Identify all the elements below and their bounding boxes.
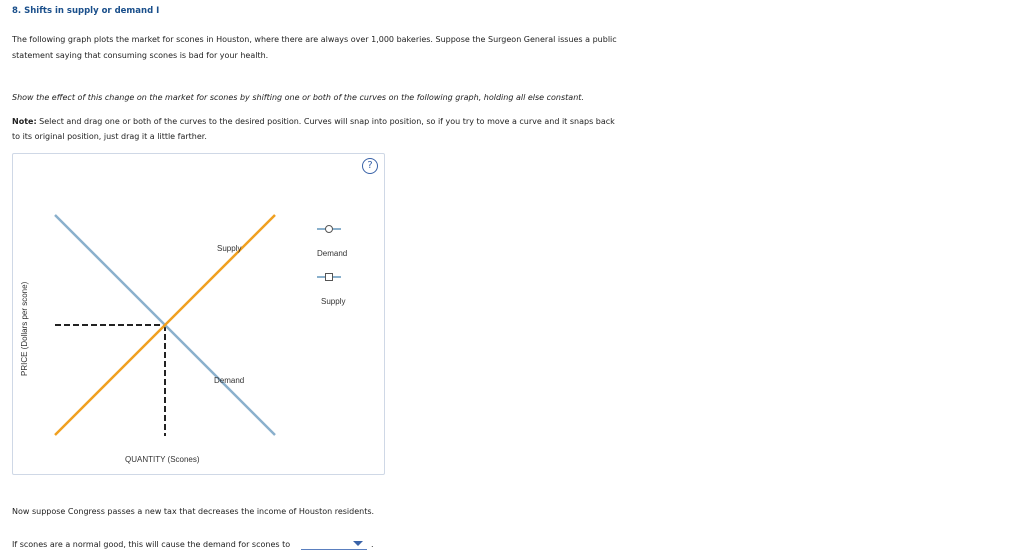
intro-text-line2: statement saying that consuming scones is bad for your health. <box>12 51 269 60</box>
prompt-text: If scones are a normal good, this will cause the demand for scones to <box>12 540 291 549</box>
note-text-line2: to its original position, just drag it a little farther. <box>12 132 207 141</box>
legend-supply-tool[interactable] <box>317 274 341 281</box>
graph-canvas <box>13 154 384 474</box>
note-body: Select and drag one or both of the curves to the desired position. Curves will snap into position, so if you try to move a curve and it snaps back <box>36 117 615 126</box>
y-axis-label: PRICE (Dollars per scone) <box>20 281 29 376</box>
chevron-down-icon <box>353 541 363 546</box>
supply-marker-icon <box>326 274 333 281</box>
intro-text-line1: The following graph plots the market for scones in Houston, where there are always over 1,000 bakeries. Suppose the Surgeon General issues a public <box>12 35 617 44</box>
help-icon[interactable]: ? <box>362 158 378 174</box>
legend-demand-label: Demand <box>317 249 348 258</box>
x-axis-label: QUANTITY (Scones) <box>125 455 200 464</box>
demand-curve-label: Demand <box>214 376 245 385</box>
demand-change-dropdown[interactable] <box>301 537 367 550</box>
question-title: 8. Shifts in supply or demand I <box>12 6 160 16</box>
graph-panel <box>12 153 385 475</box>
note-label: Note: <box>12 117 37 126</box>
instruction-text: Show the effect of this change on the market for scones by shifting one or both of the curves on the following graph, holding all else constant. <box>12 93 584 102</box>
legend-supply-label: Supply <box>321 297 346 306</box>
followup-text: Now suppose Congress passes a new tax that decreases the income of Houston residents. <box>12 507 375 516</box>
demand-marker-icon <box>326 226 333 233</box>
legend-demand-tool[interactable] <box>317 226 341 233</box>
prompt-period: . <box>371 540 374 549</box>
supply-curve-label: Supply <box>217 244 242 253</box>
